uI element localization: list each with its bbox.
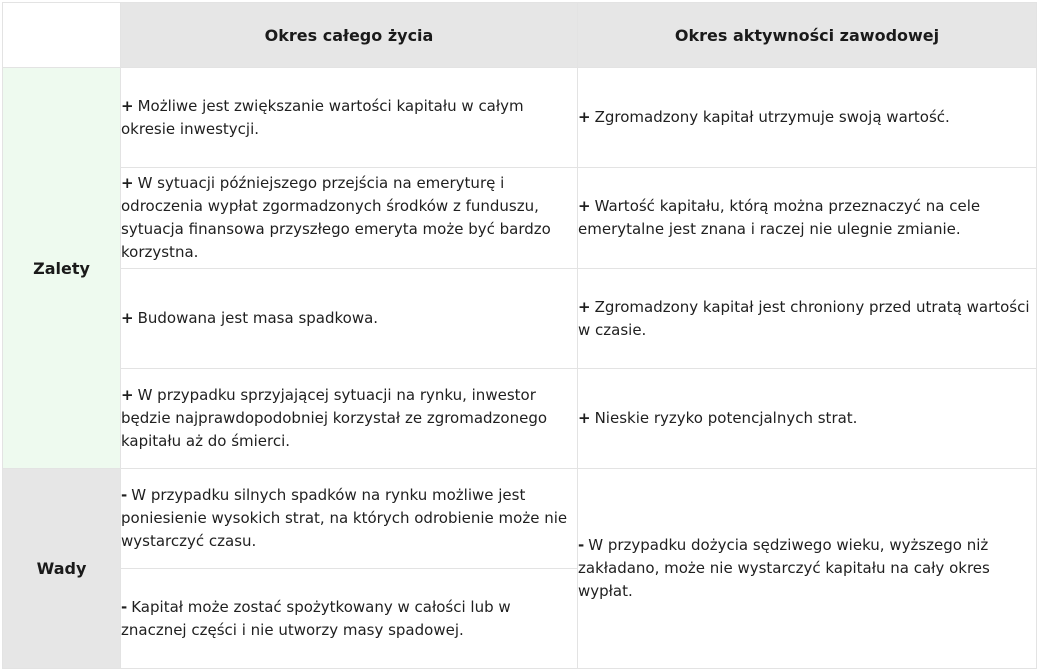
plus-mark: + xyxy=(121,174,134,192)
cell-text: W przypadku silnych spadków na rynku możliwe jest poniesienie wysokich strat, na których odrobienie może nie wystarczyć czasu. xyxy=(121,486,568,550)
comparison-table xyxy=(2,2,1037,669)
minus-mark: - xyxy=(121,486,128,504)
header-row xyxy=(3,3,1037,68)
plus-mark: + xyxy=(121,309,134,327)
cell-text: Zgromadzony kapitał jest chroniony przed utratą wartości w czasie. xyxy=(578,297,1030,339)
plus-mark: + xyxy=(578,409,591,427)
plus-mark: + xyxy=(121,96,134,115)
cell-text: Zgromadzony kapitał utrzymuje swoją wartość. xyxy=(594,108,950,126)
table-row xyxy=(3,369,1037,469)
pros-working-cell xyxy=(578,369,1037,469)
cons-working-cell xyxy=(578,469,1037,669)
corner-cell xyxy=(3,3,121,68)
cell-text: W przypadku dożycia sędziwego wieku, wyższego niż zakładano, może nie wystarczyć kapitału na cały okres wypłat. xyxy=(578,536,990,600)
cons-lifetime-cell xyxy=(121,569,578,669)
plus-mark: + xyxy=(578,297,591,316)
plus-mark: + xyxy=(578,197,591,215)
pros-lifetime-cell xyxy=(121,68,578,168)
row-header-cons: Wady xyxy=(3,469,121,669)
table-row xyxy=(3,68,1037,168)
column-header-lifetime: Okres całego życia xyxy=(121,3,578,68)
cons-lifetime-cell xyxy=(121,469,578,569)
table-row xyxy=(3,168,1037,269)
minus-mark: - xyxy=(121,597,128,616)
pros-lifetime-cell xyxy=(121,168,578,269)
cell-text: W przypadku sprzyjającej sytuacji na rynku, inwestor będzie najprawdopodobniej korzystał ze zgromadzonego kapitału aż do śmierci. xyxy=(121,386,548,450)
pros-working-cell xyxy=(578,168,1037,269)
cell-text: W sytuacji późniejszego przejścia na emeryturę i odroczenia wypłat zgormadzonych środków z funduszu, sytuacja finansowa przyszłego emeryta może być bardzo korzystna. xyxy=(121,174,551,261)
plus-mark: + xyxy=(121,386,134,404)
cell-text: Wartość kapitału, którą można przeznaczyć na cele emerytalne jest znana i raczej nie ulegnie zmianie. xyxy=(578,197,981,238)
pros-lifetime-cell xyxy=(121,369,578,469)
cell-text: Nieskie ryzyko potencjalnych strat. xyxy=(594,409,858,427)
pros-working-cell xyxy=(578,269,1037,369)
pros-lifetime-cell xyxy=(121,269,578,369)
cell-text: Budowana jest masa spadkowa. xyxy=(137,309,379,327)
cell-text: Kapitał może zostać spożytkowany w całości lub w znacznej części i nie utworzy masy spadowej. xyxy=(121,597,511,639)
cell-text: Możliwe jest zwiększanie wartości kapitału w całym okresie inwestycji. xyxy=(121,96,524,138)
table-row xyxy=(3,469,1037,569)
table-row xyxy=(3,269,1037,369)
minus-mark: - xyxy=(578,536,585,554)
pros-working-cell xyxy=(578,68,1037,168)
column-header-working-period: Okres aktywności zawodowej xyxy=(578,3,1037,68)
row-header-pros: Zalety xyxy=(3,68,121,469)
plus-mark: + xyxy=(578,108,591,126)
